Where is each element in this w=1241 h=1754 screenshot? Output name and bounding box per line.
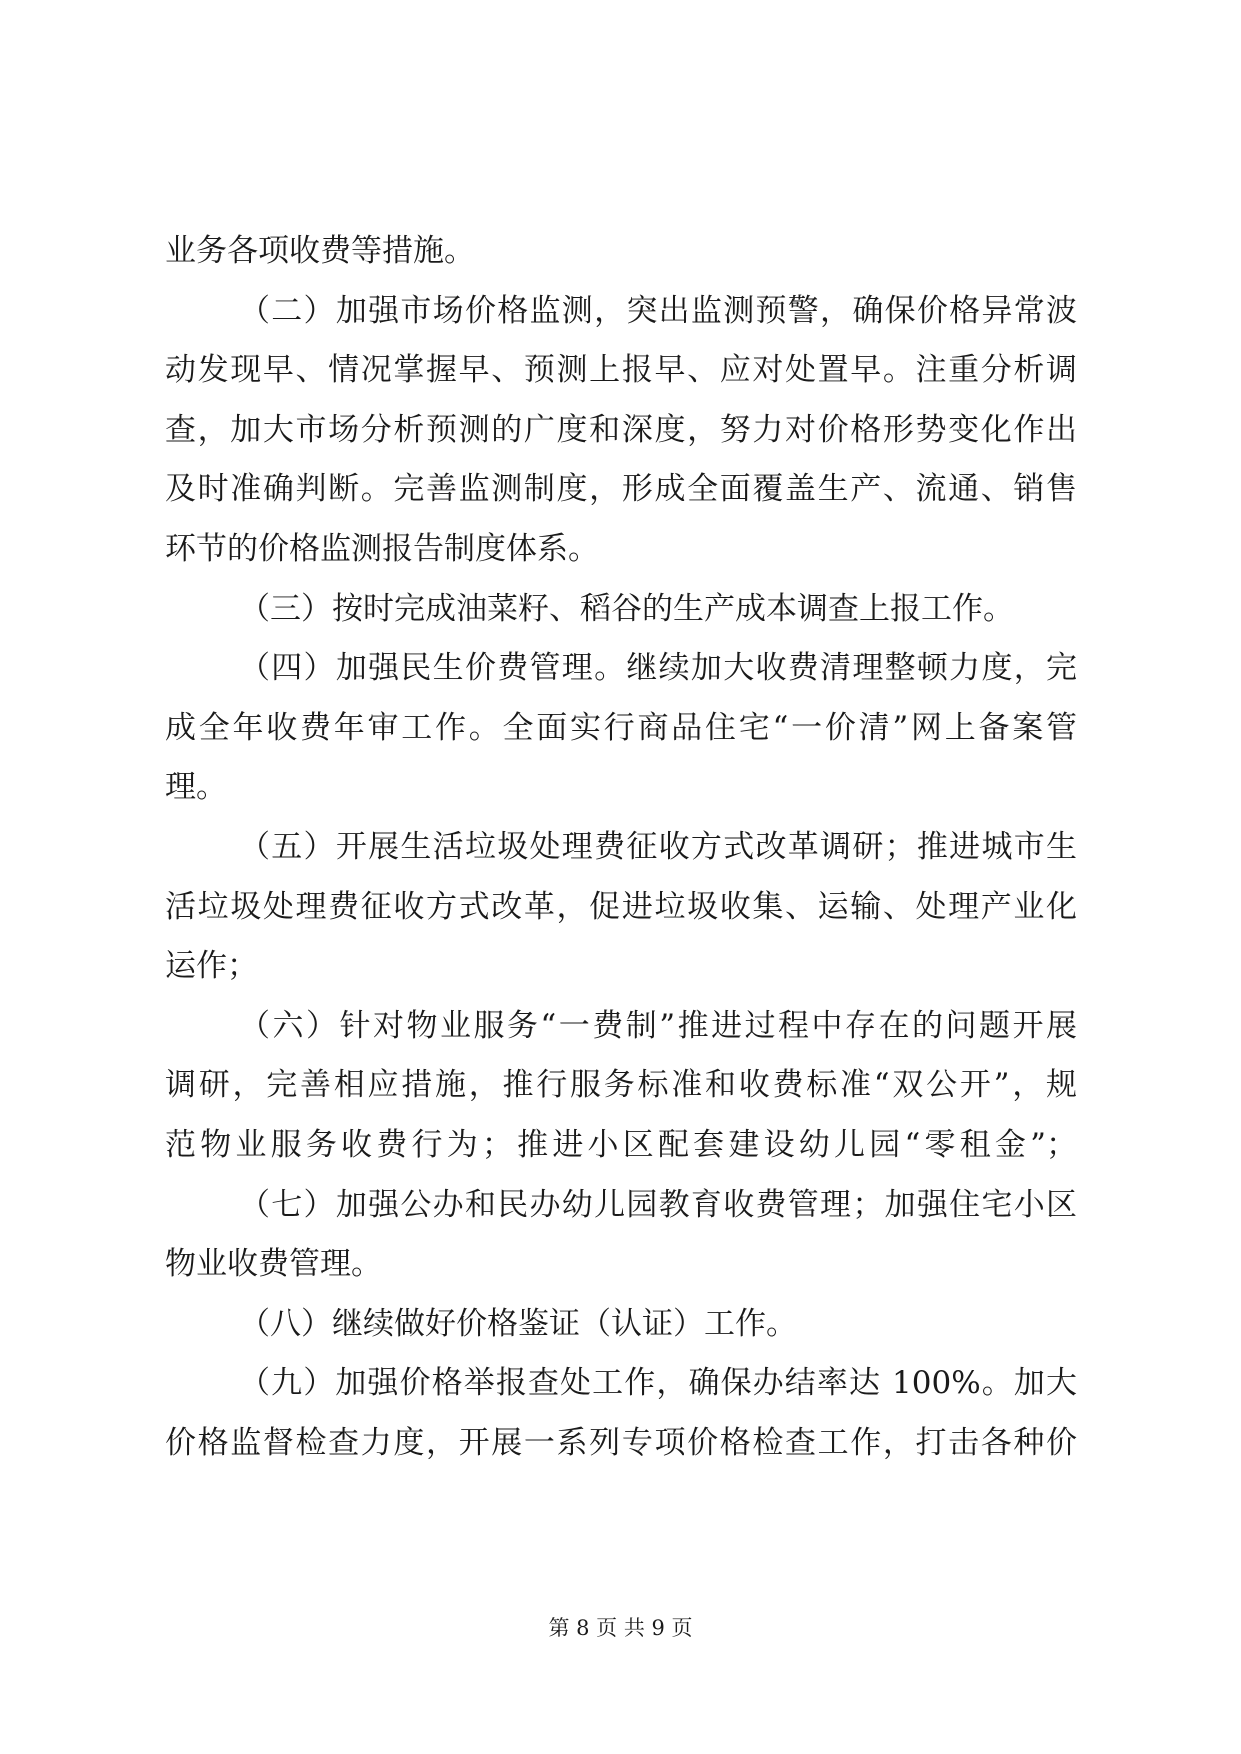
page-footer: 第 8 页 共 9 页 <box>548 1616 693 1640</box>
text-line: （四）加强民生价费管理。继续加大收费清理整顿力度，完 <box>239 650 1077 687</box>
text-line: （七）加强公办和民办幼儿园教育收费管理；加强住宅小区 <box>239 1186 1077 1223</box>
text-line: 动发现早、情况掌握早、预测上报早、应对处置早。注重分析调 <box>165 352 1077 389</box>
text-line: 价格监督检查力度，开展一系列专项价格检查工作，打击各种价 <box>165 1424 1077 1461</box>
text-line: （八）继续做好价格鉴证（认证）工作。 <box>239 1305 797 1342</box>
text-line: 物业收费管理。 <box>165 1246 382 1283</box>
text-line: 业务各项收费等措施。 <box>165 233 475 269</box>
text-line: 调研，完善相应措施，推行服务标准和收费标准“双公开”，规 <box>165 1067 1077 1104</box>
text-line: （二）加强市场价格监测，突出监测预警，确保价格异常波 <box>239 292 1077 329</box>
text-line: （九）加强价格举报查处工作，确保办结率达 100%。加大 <box>239 1365 1077 1402</box>
text-line: （五）开展生活垃圾处理费征收方式改革调研；推进城市生 <box>239 828 1077 865</box>
text-line: 环节的价格监测报告制度体系。 <box>165 530 599 567</box>
document-body <box>165 222 1077 1473</box>
text-line: 运作； <box>165 948 258 985</box>
text-line: 查，加大市场分析预测的广度和深度，努力对价格形势变化作出 <box>165 411 1077 448</box>
text-line: （六）针对物业服务“一费制”推进过程中存在的问题开展 <box>239 1007 1077 1044</box>
text-line: 活垃圾处理费征收方式改革，促进垃圾收集、运输、处理产业化 <box>165 888 1077 925</box>
text-line: 成全年收费年审工作。全面实行商品住宅“一价清”网上备案管 <box>165 709 1077 746</box>
text-line: 范物业服务收费行为；推进小区配套建设幼儿园“零租金”； <box>165 1126 1077 1163</box>
text-line: 及时准确判断。完善监测制度，形成全面覆盖生产、流通、销售 <box>165 471 1077 508</box>
text-line: 理。 <box>165 769 227 806</box>
text-line: （三）按时完成油菜籽、稻谷的生产成本调查上报工作。 <box>239 590 1014 627</box>
